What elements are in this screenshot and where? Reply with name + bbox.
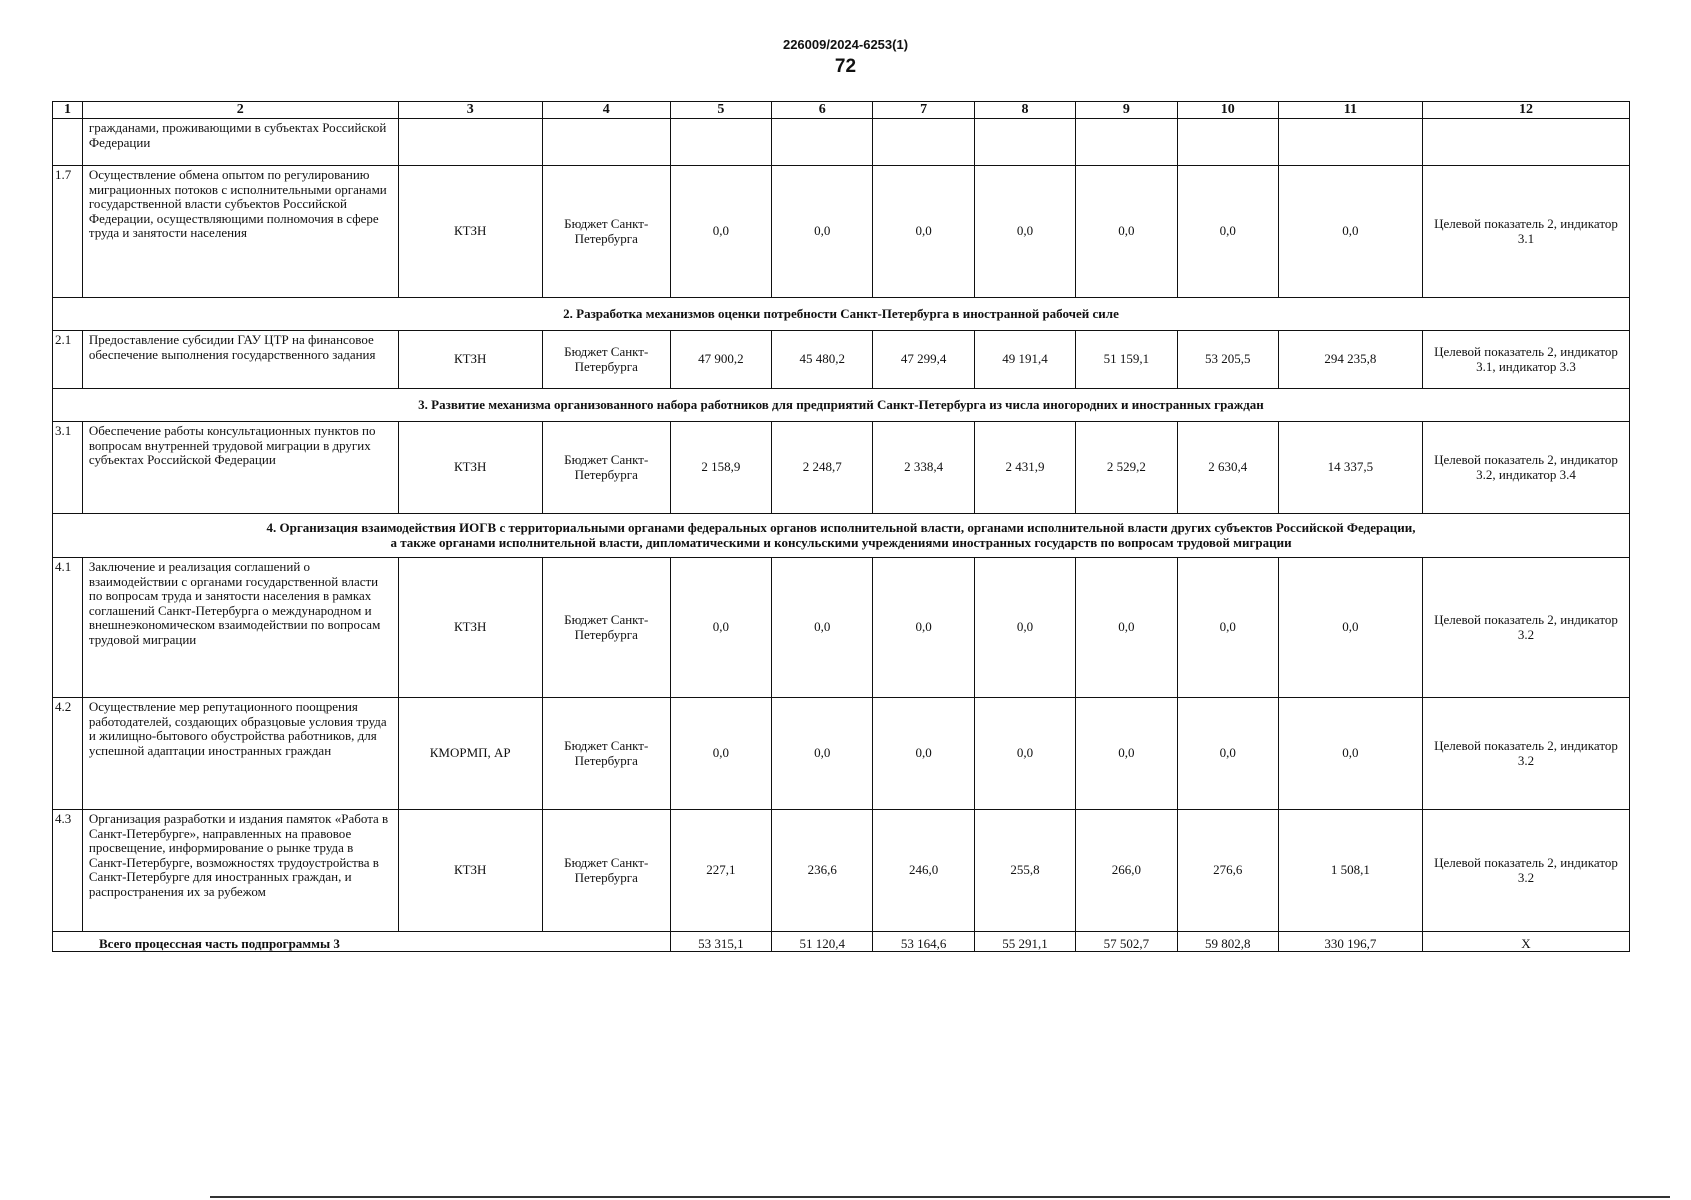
row-executor: КТЗН [398,810,542,932]
total-label: Всего процессная часть подпрограммы 3 [53,932,671,952]
row-value: 2 529,2 [1076,422,1177,514]
col-header: 5 [670,102,771,119]
col-header: 4 [542,102,670,119]
row-description: Осуществление мер репутационного поощрения работодателей, создающих образцовые условия труда и жилищно-бытового обустройства работников, для успешной адаптации иностранных граждан [82,698,398,810]
row-value: 47 299,4 [873,331,974,389]
row-number: 2.1 [53,331,83,389]
section-row [53,514,1630,558]
row-value: 51 159,1 [1076,331,1177,389]
total-row [53,932,1630,952]
row-value: 0,0 [1177,166,1278,298]
row-value: 294 235,8 [1278,331,1422,389]
row-value: 246,0 [873,810,974,932]
row-value: 47 900,2 [670,331,771,389]
row-value: 0,0 [772,558,873,698]
total-value: 59 802,8 [1177,932,1278,952]
row-value: 266,0 [1076,810,1177,932]
col-header: 2 [82,102,398,119]
table-row [53,698,1630,810]
section-row [53,389,1630,422]
row-source: Бюджет Санкт-Петербурга [542,698,670,810]
row-description: Организация разработки и издания памяток «Работа в Санкт-Петербурге», направленных на правовое просвещение, информирование о рынке труда в Санкт-Петербурге, возможностях трудоустройства в Санкт-Петербурге для иностранных граждан, и распространения их за рубежом [82,810,398,932]
row-indicator: Целевой показатель 2, индикатор 3.1, индикатор 3.3 [1422,331,1629,389]
row-value: 255,8 [974,810,1075,932]
row-indicator: Целевой показатель 2, индикатор 3.2 [1422,810,1629,932]
row-description: гражданами, проживающими в субъектах Российской Федерации [82,119,398,166]
section-title-line: 4. Организация взаимодействия ИОГВ с территориальными органами федеральных органов исполнительной власти, органами исполнительной власти других субъектов Российской Федерации, [266,520,1416,535]
row-executor: КТЗН [398,558,542,698]
row-value: 0,0 [1177,558,1278,698]
total-value: 57 502,7 [1076,932,1177,952]
row-value: 0,0 [974,558,1075,698]
row-value: 0,0 [1076,698,1177,810]
row-value: 0,0 [1076,166,1177,298]
row-description: Предоставление субсидии ГАУ ЦТР на финансовое обеспечение выполнения государственного задания [82,331,398,389]
row-value: 1 508,1 [1278,810,1422,932]
col-header: 9 [1076,102,1177,119]
section-title: 2. Разработка механизмов оценки потребности Санкт-Петербурга в иностранной рабочей силе [53,298,1630,331]
row-value: 0,0 [1278,166,1422,298]
row-value: 0,0 [1278,698,1422,810]
row-description: Заключение и реализация соглашений о взаимодействии с органами государственной власти по вопросам труда и занятости населения в рамках соглашений Санкт-Петербурга о международном и внешнеэкономическом взаимодействии по вопросам трудовой миграции [82,558,398,698]
row-source: Бюджет Санкт-Петербурга [542,331,670,389]
section-title: 3. Развитие механизма организованного набора работников для предприятий Санкт-Петербурга из числа иногородних и иностранных граждан [53,389,1630,422]
row-executor: КТЗН [398,422,542,514]
row-number: 4.2 [53,698,83,810]
section-row [53,298,1630,331]
row-value: 49 191,4 [974,331,1075,389]
row-indicator: Целевой показатель 2, индикатор 3.2 [1422,558,1629,698]
row-value: 0,0 [1076,558,1177,698]
row-indicator: Целевой показатель 2, индикатор 3.2 [1422,698,1629,810]
section-title-line: а также органами исполнительной власти, дипломатическими и консульскими учреждениями иностранных государств по вопросам трудовой миграции [390,534,1292,550]
table-row [53,810,1630,932]
col-header: 12 [1422,102,1629,119]
col-header: 8 [974,102,1075,119]
row-value: 0,0 [1278,558,1422,698]
row-value: 0,0 [1177,698,1278,810]
row-value: 45 480,2 [772,331,873,389]
row-value: 2 248,7 [772,422,873,514]
row-value: 2 431,9 [974,422,1075,514]
total-value: 55 291,1 [974,932,1075,952]
row-value: 0,0 [974,166,1075,298]
row-value: 227,1 [670,810,771,932]
table-row [53,119,1630,166]
row-value: 0,0 [670,698,771,810]
row-value: 0,0 [670,558,771,698]
total-value: 330 196,7 [1278,932,1422,952]
row-indicator: Целевой показатель 2, индикатор 3.2, индикатор 3.4 [1422,422,1629,514]
row-executor: КМОРМП, АР [398,698,542,810]
scan-edge-line [210,1196,1670,1198]
row-value: 0,0 [873,166,974,298]
row-description: Обеспечение работы консультационных пунктов по вопросам внутренней трудовой миграции в других субъектах Российской Федерации [82,422,398,514]
row-executor: КТЗН [398,331,542,389]
row-value: 2 630,4 [1177,422,1278,514]
total-value: 53 164,6 [873,932,974,952]
row-executor: КТЗН [398,166,542,298]
row-value: 53 205,5 [1177,331,1278,389]
table-row [53,422,1630,514]
table-row [53,331,1630,389]
row-source: Бюджет Санкт-Петербурга [542,558,670,698]
col-header: 10 [1177,102,1278,119]
document-number: 226009/2024-6253(1) [782,37,909,52]
page-number: 72 [834,56,857,77]
col-header: 11 [1278,102,1422,119]
row-number: 3.1 [53,422,83,514]
row-indicator: Целевой показатель 2, индикатор 3.1 [1422,166,1629,298]
total-value: 53 315,1 [670,932,771,952]
row-value: 0,0 [974,698,1075,810]
row-source: Бюджет Санкт-Петербурга [542,166,670,298]
table-row [53,166,1630,298]
row-value: 14 337,5 [1278,422,1422,514]
program-table [52,101,1630,952]
row-value: 2 158,9 [670,422,771,514]
section-title [53,514,1630,558]
total-value: 51 120,4 [772,932,873,952]
row-number: 4.3 [53,810,83,932]
row-value: 276,6 [1177,810,1278,932]
header-row [53,102,1630,119]
row-value: 236,6 [772,810,873,932]
row-value: 0,0 [670,166,771,298]
table-row [53,558,1630,698]
row-source: Бюджет Санкт-Петербурга [542,810,670,932]
col-header: 7 [873,102,974,119]
row-value: 2 338,4 [873,422,974,514]
row-value: 0,0 [873,558,974,698]
row-value: 0,0 [772,166,873,298]
row-value: 0,0 [772,698,873,810]
row-source: Бюджет Санкт-Петербурга [542,422,670,514]
row-value: 0,0 [873,698,974,810]
row-description: Осуществление обмена опытом по регулированию миграционных потоков с исполнительными органами государственной власти субъектов Российской Федерации, осуществляющими полномочия в сфере труда и занятости населения [82,166,398,298]
col-header: 3 [398,102,542,119]
total-indicator: X [1422,932,1629,952]
row-number: 1.7 [53,166,83,298]
row-number: 4.1 [53,558,83,698]
col-header: 6 [772,102,873,119]
col-header: 1 [53,102,83,119]
